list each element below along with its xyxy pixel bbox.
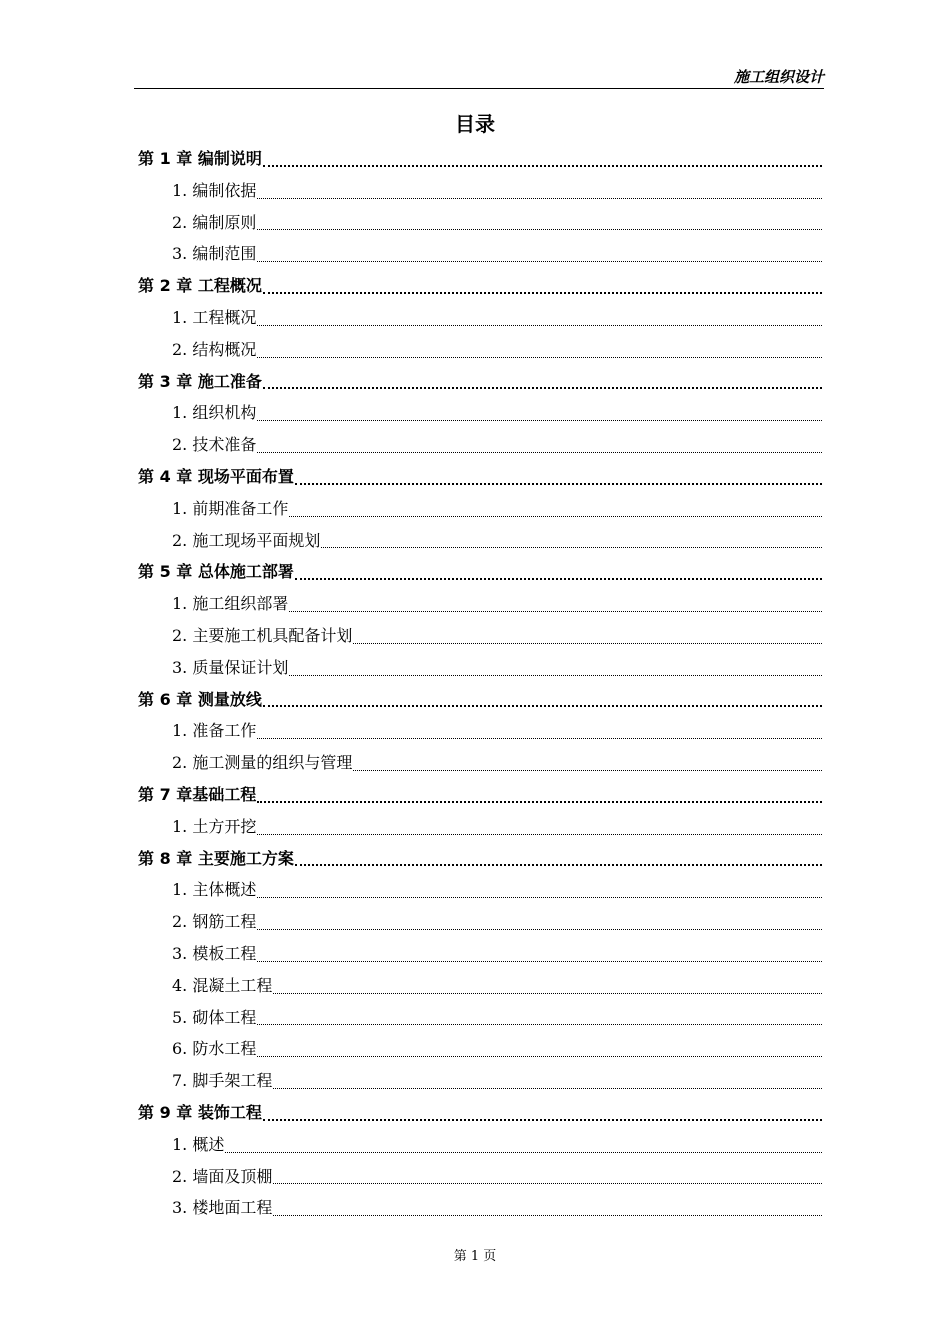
toc-entry-text: 5. 砌体工程 bbox=[172, 1007, 257, 1027]
header-title: 施工组织设计 bbox=[733, 68, 824, 86]
toc-section-entry[interactable] bbox=[138, 1002, 822, 1034]
dot-leader bbox=[257, 1024, 822, 1025]
toc-section-entry[interactable] bbox=[138, 302, 822, 334]
toc-entry-text: 2. 技术准备 bbox=[172, 435, 257, 455]
dot-leader bbox=[263, 165, 822, 167]
toc-chapter-entry[interactable] bbox=[138, 556, 822, 588]
toc-section-entry[interactable] bbox=[138, 175, 822, 207]
toc-section-entry[interactable] bbox=[138, 588, 822, 620]
dot-leader bbox=[273, 1183, 822, 1184]
dot-leader bbox=[289, 516, 822, 517]
dot-leader bbox=[257, 961, 822, 962]
toc-section-entry[interactable] bbox=[138, 1129, 822, 1161]
toc-entry-text: 3. 编制范围 bbox=[172, 244, 257, 264]
dot-leader bbox=[257, 897, 822, 898]
dot-leader bbox=[257, 738, 822, 739]
toc-entry-text: 第 7 章基础工程 bbox=[138, 784, 257, 804]
toc-chapter-entry[interactable] bbox=[138, 366, 822, 398]
toc-section-entry[interactable] bbox=[138, 397, 822, 429]
dot-leader bbox=[257, 325, 822, 326]
dot-leader bbox=[353, 643, 822, 644]
dot-leader bbox=[257, 420, 822, 421]
toc-entry-text: 1. 土方开挖 bbox=[172, 816, 257, 836]
dot-leader bbox=[353, 770, 822, 771]
dot-leader bbox=[321, 547, 822, 548]
toc-chapter-entry[interactable] bbox=[138, 270, 822, 302]
dot-leader bbox=[289, 675, 822, 676]
toc-chapter-entry[interactable] bbox=[138, 843, 822, 875]
toc-section-entry[interactable] bbox=[138, 938, 822, 970]
dot-leader bbox=[289, 611, 822, 612]
dot-leader bbox=[257, 261, 822, 262]
toc-section-entry[interactable] bbox=[138, 1033, 822, 1065]
toc-entry-text: 2. 施工测量的组织与管理 bbox=[172, 753, 353, 773]
dot-leader bbox=[273, 1088, 822, 1089]
toc-entry-text: 第 9 章 装饰工程 bbox=[138, 1102, 262, 1122]
toc-section-entry[interactable] bbox=[138, 874, 822, 906]
dot-leader bbox=[295, 864, 822, 866]
dot-leader bbox=[257, 801, 822, 803]
dot-leader bbox=[263, 705, 822, 707]
toc-section-entry[interactable] bbox=[138, 811, 822, 843]
toc-section-entry[interactable] bbox=[138, 620, 822, 652]
toc-entry-text: 2. 主要施工机具配备计划 bbox=[172, 625, 353, 645]
toc-entry-text: 1. 组织机构 bbox=[172, 403, 257, 423]
table-of-contents bbox=[138, 143, 822, 1224]
dot-leader bbox=[257, 198, 822, 199]
toc-entry-text: 4. 混凝土工程 bbox=[172, 975, 273, 995]
toc-entry-text: 第 2 章 工程概况 bbox=[138, 276, 262, 296]
toc-section-entry[interactable] bbox=[138, 1065, 822, 1097]
dot-leader bbox=[257, 452, 822, 453]
dot-leader bbox=[273, 1215, 822, 1216]
toc-entry-text: 3. 楼地面工程 bbox=[172, 1198, 273, 1218]
toc-entry-text: 7. 脚手架工程 bbox=[172, 1071, 273, 1091]
page-header bbox=[134, 66, 824, 89]
toc-section-entry[interactable] bbox=[138, 652, 822, 684]
dot-leader bbox=[295, 578, 822, 580]
toc-entry-text: 6. 防水工程 bbox=[172, 1039, 257, 1059]
toc-section-entry[interactable] bbox=[138, 207, 822, 239]
toc-section-entry[interactable] bbox=[138, 334, 822, 366]
toc-chapter-entry[interactable] bbox=[138, 461, 822, 493]
toc-title: 目录 bbox=[455, 112, 495, 136]
toc-section-entry[interactable] bbox=[138, 970, 822, 1002]
dot-leader bbox=[257, 357, 822, 358]
toc-entry-text: 3. 质量保证计划 bbox=[172, 657, 289, 677]
toc-chapter-entry[interactable] bbox=[138, 779, 822, 811]
toc-section-entry[interactable] bbox=[138, 525, 822, 557]
dot-leader bbox=[257, 929, 822, 930]
toc-section-entry[interactable] bbox=[138, 1161, 822, 1193]
toc-section-entry[interactable] bbox=[138, 1192, 822, 1224]
toc-entry-text: 2. 墙面及顶棚 bbox=[172, 1166, 273, 1186]
toc-section-entry[interactable] bbox=[138, 238, 822, 270]
dot-leader bbox=[257, 834, 822, 835]
toc-entry-text: 第 3 章 施工准备 bbox=[138, 371, 262, 391]
toc-entry-text: 3. 模板工程 bbox=[172, 943, 257, 963]
toc-entry-text: 2. 结构概况 bbox=[172, 339, 257, 359]
dot-leader bbox=[273, 993, 822, 994]
dot-leader bbox=[263, 1119, 822, 1121]
toc-entry-text: 1. 概述 bbox=[172, 1134, 225, 1154]
toc-chapter-entry[interactable] bbox=[138, 143, 822, 175]
dot-leader bbox=[225, 1152, 822, 1153]
dot-leader bbox=[295, 483, 822, 485]
toc-entry-text: 第 1 章 编制说明 bbox=[138, 149, 262, 168]
toc-chapter-entry[interactable] bbox=[138, 684, 822, 716]
toc-chapter-entry[interactable] bbox=[138, 1097, 822, 1129]
toc-section-entry[interactable] bbox=[138, 906, 822, 938]
toc-entry-text: 1. 主体概述 bbox=[172, 880, 257, 900]
toc-entry-text: 1. 前期准备工作 bbox=[172, 498, 289, 518]
toc-entry-text: 1. 施工组织部署 bbox=[172, 594, 289, 614]
dot-leader bbox=[263, 387, 822, 389]
toc-section-entry[interactable] bbox=[138, 429, 822, 461]
page-number: 第 1 页 bbox=[453, 1249, 497, 1264]
dot-leader bbox=[257, 1056, 822, 1057]
toc-entry-text: 2. 钢筋工程 bbox=[172, 912, 257, 932]
toc-entry-text: 1. 准备工作 bbox=[172, 721, 257, 741]
toc-entry-text: 1. 编制依据 bbox=[172, 180, 257, 200]
toc-entry-text: 1. 工程概况 bbox=[172, 307, 257, 327]
toc-section-entry[interactable] bbox=[138, 747, 822, 779]
dot-leader bbox=[263, 292, 822, 294]
dot-leader bbox=[257, 229, 822, 230]
toc-section-entry[interactable] bbox=[138, 493, 822, 525]
toc-entry-text: 第 8 章 主要施工方案 bbox=[138, 848, 294, 868]
toc-section-entry[interactable] bbox=[138, 715, 822, 747]
toc-entry-text: 2. 编制原则 bbox=[172, 212, 257, 232]
toc-entry-text: 第 6 章 测量放线 bbox=[138, 689, 262, 709]
toc-entry-text: 第 4 章 现场平面布置 bbox=[138, 466, 294, 486]
toc-entry-text: 2. 施工现场平面规划 bbox=[172, 530, 321, 550]
toc-entry-text: 第 5 章 总体施工部署 bbox=[138, 562, 294, 582]
